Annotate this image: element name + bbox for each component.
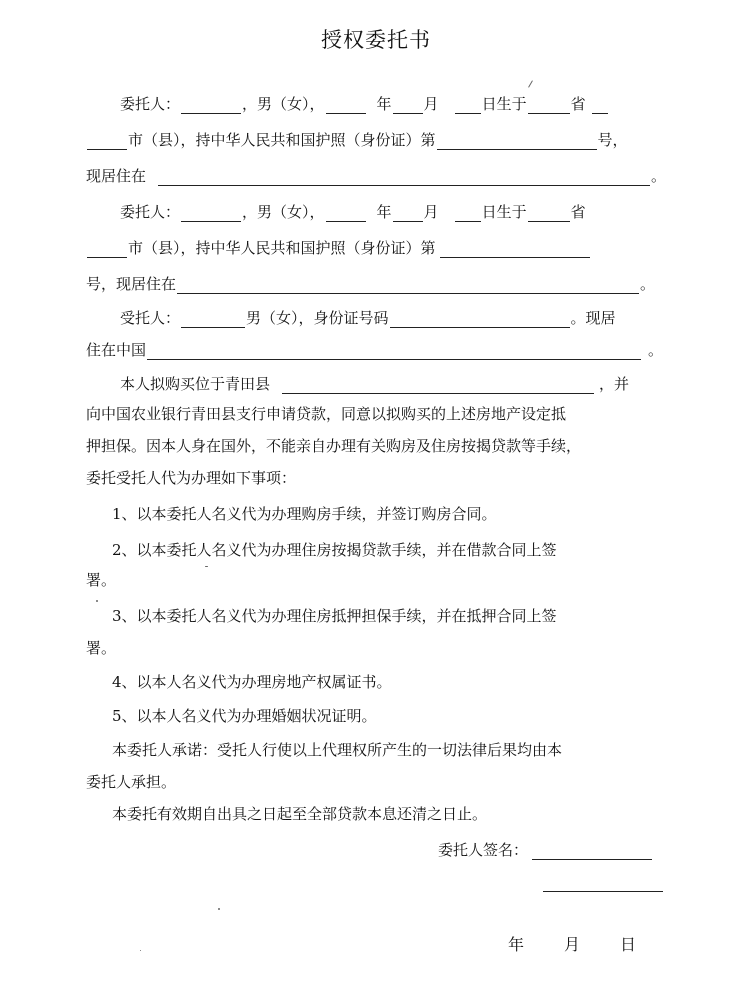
body-line-2: 向中国农业银行青田县支行申请贷款，同意以拟购买的上述房地产设定抵 [86, 405, 567, 423]
principal-1-name-field[interactable] [181, 97, 241, 114]
principal-2-address-field[interactable] [177, 277, 639, 294]
principal-1-id-number-field[interactable] [437, 133, 597, 150]
property-location-field[interactable] [282, 377, 594, 394]
signature-field[interactable] [532, 843, 652, 860]
principal-2-birth-day-field[interactable] [455, 205, 481, 222]
principal-2-line-3: 号，现居住在 。 [86, 275, 656, 293]
item-4: 4、以本人名义代为办理房地产权属证书。 [112, 673, 392, 691]
principal-1-province-extra-field[interactable] [592, 97, 608, 114]
principal-1-city-field[interactable] [87, 133, 127, 150]
principal-1-address-field[interactable] [158, 169, 650, 186]
signature-line: 委托人签名： [438, 838, 653, 860]
agent-id-number-field[interactable] [390, 311, 570, 328]
item-2-continued: 署。 [86, 571, 117, 589]
item-2: 2、以本委托人名义代为办理住房按揭贷款手续，并在借款合同上签 [112, 541, 557, 559]
scan-speck [140, 950, 141, 951]
principal-2-line-1: 委托人： ，男（女）， 年 月 日生于 省 [120, 203, 586, 221]
body-line-3: 押担保。因本人身在国外，不能亲自办理有关购房及住房按揭贷款等手续， [86, 437, 582, 455]
principal-2-line-2: 市（县），持中华人民共和国护照（身份证）第 [86, 236, 591, 258]
principal-2-birth-month-field[interactable] [393, 205, 423, 222]
item-5: 5、以本人名义代为办理婚姻状况证明。 [112, 707, 377, 725]
agent-name-field[interactable] [181, 311, 245, 328]
item-1: 1、以本委托人名义代为办理购房手续，并签订购房合同。 [112, 505, 497, 523]
principal-1-line-2: 市（县），持中华人民共和国护照（身份证）第 号， [86, 128, 628, 150]
item-3-continued: 署。 [86, 639, 117, 657]
promise-line-1: 本委托人承诺：受托人行使以上代理权所产生的一切法律后果均由本 [112, 741, 563, 759]
agent-line-2: 住在中国 。 [86, 341, 664, 359]
date-day-label: 日 [620, 935, 637, 954]
scan-speck [96, 600, 98, 602]
principal-2-name-field[interactable] [181, 205, 241, 222]
principal-1-birth-day-field[interactable] [455, 97, 481, 114]
item-3: 3、以本委托人名义代为办理住房抵押担保手续，并在抵押合同上签 [112, 607, 557, 625]
scan-speck [205, 566, 208, 567]
scan-speck [528, 80, 533, 87]
body-line-4: 委托受托人代为办理如下事项： [86, 469, 297, 487]
principal-2-birth-year-field[interactable] [326, 205, 366, 222]
principal-1-birth-year-field[interactable] [326, 97, 366, 114]
principal-1-birth-month-field[interactable] [393, 97, 423, 114]
principal-1-province-field[interactable] [528, 97, 570, 114]
principal-2-city-field[interactable] [87, 241, 127, 258]
second-signature-line [542, 870, 664, 892]
principal-1-line-3: 现居住在 。 [86, 167, 667, 185]
validity-statement: 本委托有效期自出具之日起至全部贷款本息还清之日止。 [112, 805, 488, 823]
promise-line-2: 委托人承担。 [86, 773, 177, 791]
scan-speck [218, 908, 220, 910]
agent-line-1: 受托人： 男（女），身份证号码 。现居 [120, 309, 616, 327]
principal-1-line-1: 委托人： ，男（女）， 年 月 日生于 省 [120, 92, 609, 114]
agent-address-field[interactable] [147, 343, 641, 360]
principal-2-id-number-field[interactable] [440, 241, 590, 258]
second-signature-field[interactable] [543, 875, 663, 892]
date-month-label: 月 [564, 935, 581, 954]
date-year-label: 年 [508, 935, 525, 954]
principal-2-province-field[interactable] [528, 205, 570, 222]
body-line-1: 本人拟购买位于青田县 ，并 [120, 375, 630, 393]
document-title: 授权委托书 [321, 28, 431, 52]
